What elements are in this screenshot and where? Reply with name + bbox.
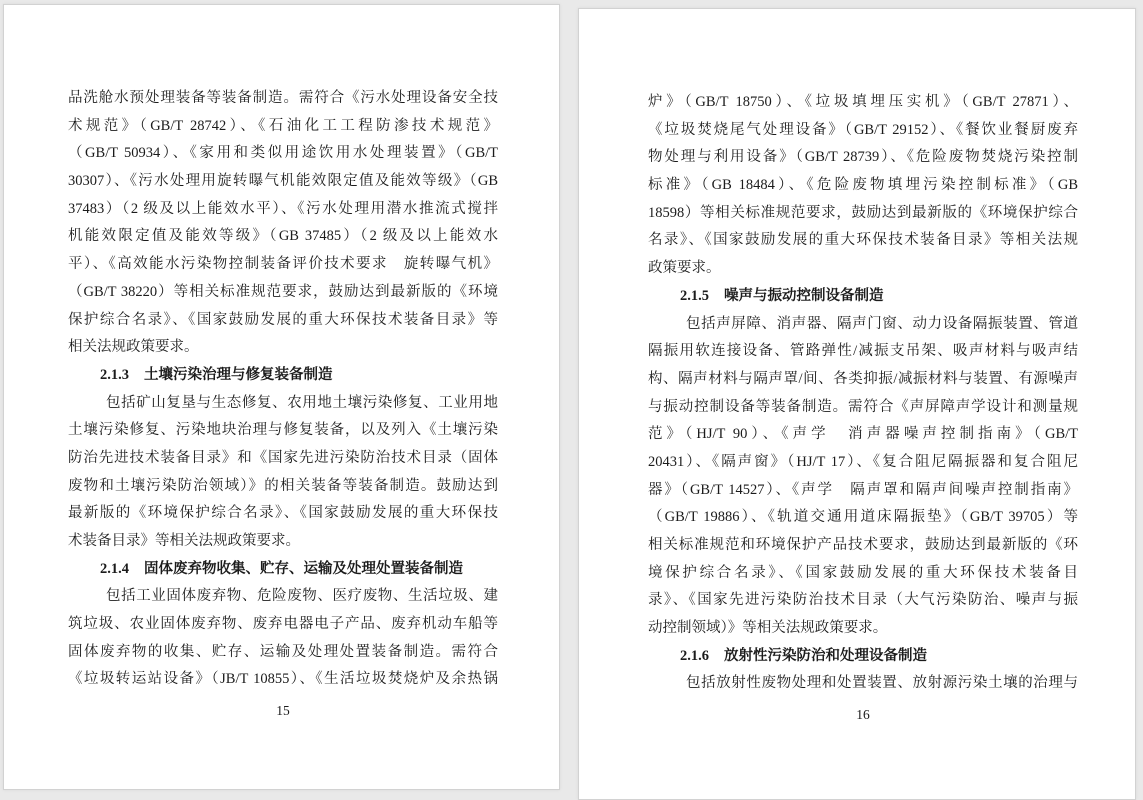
text-line: 相关法规政策要求。 — [68, 339, 199, 356]
text-line: 包括声屏障、消声器、隔声门窗、动力设备隔振装置、管道 — [686, 315, 1078, 332]
text-line: 相关标准规范和环境保护产品技术要求，鼓励达到最新版的《环 — [648, 537, 1078, 553]
text-line: 政策要求。 — [648, 260, 721, 277]
section-heading — [648, 283, 1078, 311]
text-line: 构、隔声材料与隔声罩/间、各类抑振/减振材料与装置、有源噪声 — [648, 370, 1078, 387]
section-heading — [68, 362, 498, 390]
text-line: （GB/T 50934）、《家用和类似用途饮用水处理装置》（GB/T — [68, 145, 498, 162]
page-number: 15 — [276, 703, 290, 718]
text-line: 名录》、《国家鼓励发展的重大环保技术装备目录》等相关法规 — [648, 232, 1078, 249]
text-line: 30307）、《污水处理用旋转曝气机能效限定值及能效等级》（GB — [68, 173, 498, 190]
text-line: 18598）等相关标准规范要求，鼓励达到最新版的《环境保护综合 — [648, 204, 1078, 221]
page-15[interactable] — [3, 4, 560, 790]
text-line: 范》（HJ/T 90）、《声学 消声器噪声控制指南》（GB/T — [648, 426, 1078, 443]
text-line: 与振动控制设备等装备制造。需符合《声屏障声学设计和测量规 — [648, 398, 1078, 415]
text-line: 防治先进技术装备目录》和《国家先进污染防治技术目录（固体 — [68, 449, 498, 466]
page-16[interactable] — [578, 8, 1136, 800]
section-title: 噪声与振动控制设备制造 — [724, 287, 884, 304]
text-line: 包括放射性废物处理和处置装置、放射源污染土壤的治理与 — [686, 675, 1078, 692]
text-line: 标准》（GB 18484）、《危险废物填埋污染控制标准》（GB — [648, 177, 1078, 194]
text-line: 20431）、《隔声窗》（HJ/T 17）、《复合阻尼隔振器和复合阻尼 — [648, 453, 1078, 470]
text-line: 录》、《国家先进污染防治技术目录（大气污染防治、噪声与振 — [648, 592, 1078, 609]
text-line: 机能效限定值及能效等级》（GB 37485）（2 级及以上能效水 — [68, 228, 498, 245]
section-number: 2.1.6 — [680, 647, 709, 664]
section-heading — [648, 643, 1078, 671]
text-line: 土壤污染修复、污染地块治理与修复装备，以及列入《土壤污染 — [68, 422, 498, 439]
page-16-text — [648, 89, 1078, 698]
page-number: 16 — [856, 707, 870, 722]
section-title: 固体废弃物收集、贮存、运输及处理处置装备制造 — [144, 560, 463, 577]
section-number: 2.1.5 — [680, 287, 709, 304]
text-line: （GB/T 19886）、《轨道交通用道床隔振垫》（GB/T 39705）等 — [648, 509, 1078, 526]
text-line: 废物和土壤污染防治领域）》的相关装备等装备制造。鼓励达到 — [68, 477, 498, 494]
text-line: 术装备目录》等相关法规政策要求。 — [68, 533, 300, 549]
text-line: 隔振用软连接设备、管路弹性/减振支吊架、吸声材料与吸声结 — [648, 343, 1078, 360]
text-line: 筑垃圾、农业固体废弃物、废弃电器电子产品、废弃机动车船等 — [68, 616, 498, 633]
text-line: 固体废弃物的收集、贮存、运输及处理处置装备制造。需符合 — [68, 643, 498, 660]
text-line: 包括矿山复垦与生态修复、农用地土壤污染修复、工业用地 — [106, 394, 498, 411]
text-line: 炉》（GB/T 18750）、《垃圾填埋压实机》（GB/T 27871）、 — [648, 94, 1078, 110]
text-line: 保护综合名录》、《国家鼓励发展的重大环保技术装备目录》等 — [68, 311, 498, 328]
section-title: 土壤污染治理与修复装备制造 — [144, 366, 333, 383]
text-line: 境保护综合名录》、《国家鼓励发展的重大环保技术装备目 — [648, 564, 1078, 581]
text-line: 品洗舱水预处理装备等装备制造。需符合《污水处理设备安全技 — [68, 90, 498, 106]
section-number: 2.1.3 — [100, 366, 129, 383]
section-title: 放射性污染防治和处理设备制造 — [724, 647, 927, 664]
page-15-text — [68, 85, 498, 694]
text-line: 37483）（2 级及以上能效水平）、《污水处理用潜水推流式搅拌 — [68, 200, 498, 217]
text-line: 《垃圾焚烧尾气处理设备》（GB/T 29152）、《餐饮业餐厨废弃 — [648, 121, 1078, 138]
text-line: 最新版的《环境保护综合名录》、《国家鼓励发展的重大环保技 — [68, 505, 498, 522]
text-line: 器》（GB/T 14527）、《声学 隔声罩和隔声间噪声控制指南》 — [648, 481, 1078, 498]
text-line: 《垃圾转运站设备》（JB/T 10855）、《生活垃圾焚烧炉及余热锅 — [68, 671, 498, 688]
text-line: 平）、《高效能水污染物控制装备评价技术要求 旋转曝气机》 — [68, 256, 498, 273]
text-line: 动控制领域）》等相关法规政策要求。 — [648, 620, 888, 637]
text-line: 包括工业固体废弃物、危险废物、医疗废物、生活垃圾、建 — [106, 588, 498, 605]
text-line: （GB/T 38220）等相关标准规范要求，鼓励达到最新版的《环境 — [68, 283, 498, 300]
section-number: 2.1.4 — [100, 560, 129, 577]
section-heading — [68, 556, 498, 584]
text-line: 术规范》（GB/T 28742）、《石油化工工程防渗技术规范》 — [68, 117, 498, 134]
text-line: 物处理与利用设备》（GB/T 28739）、《危险废物焚烧污染控制 — [648, 149, 1078, 166]
